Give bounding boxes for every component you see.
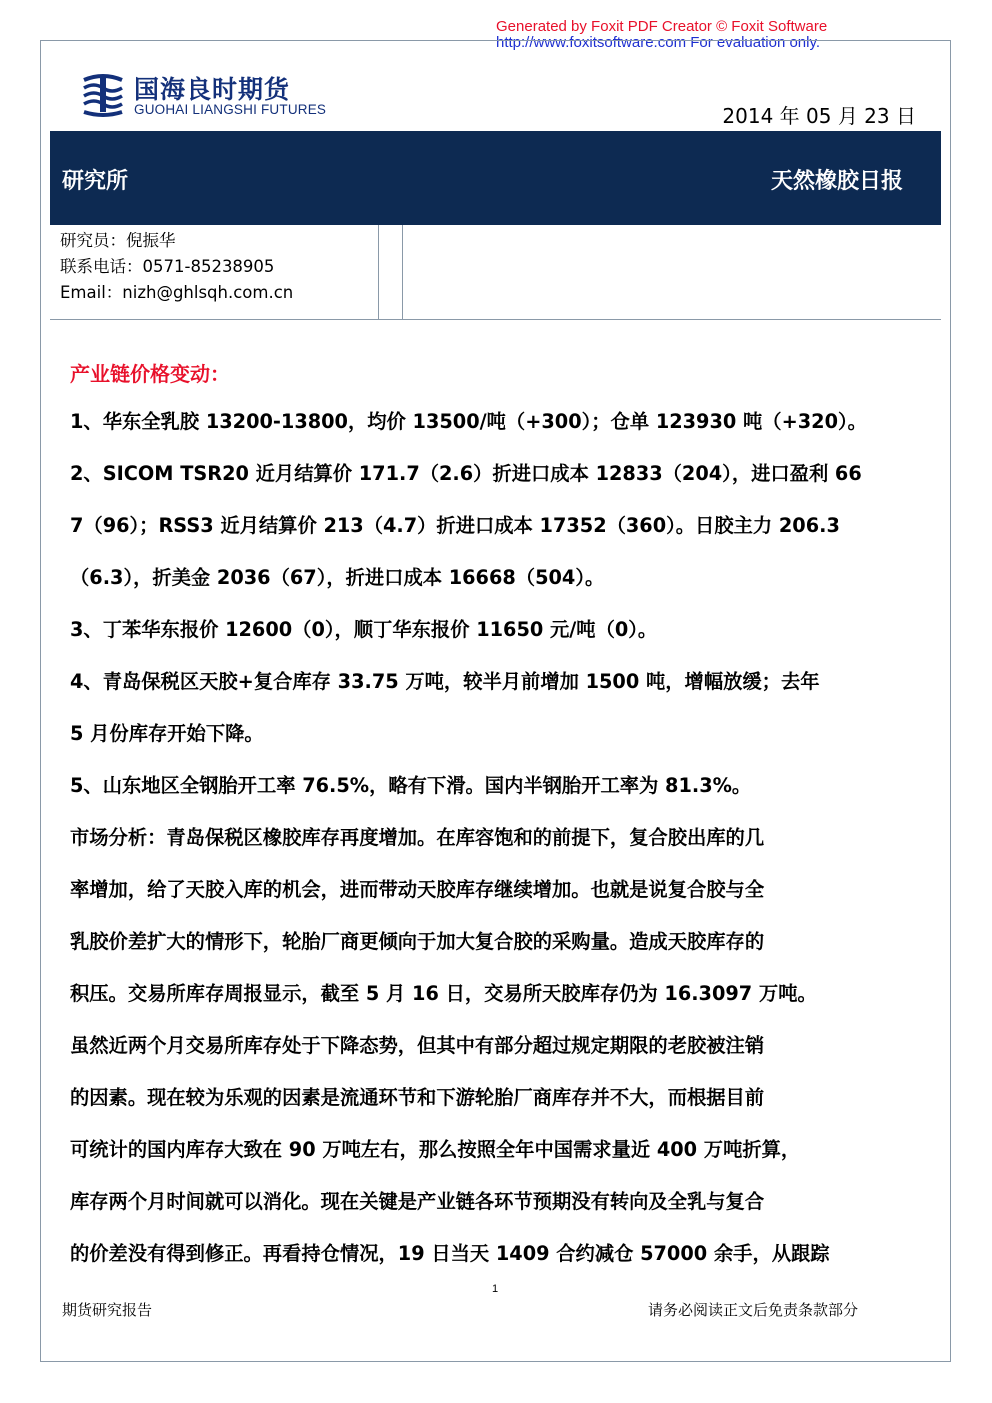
divider-line (402, 225, 403, 319)
footer-right-text: 请务必阅读正文后免责条款部分 (648, 1301, 859, 1319)
body-line: 2、SICOM TSR20 近月结算价 171.7（2.6）折进口成本 12833（204），进口盈利 66 (70, 462, 862, 485)
body-line: 5 月份库存开始下降。 (70, 722, 264, 745)
title-bar (50, 131, 941, 225)
body-line: 1、华东全乳胶 13200-13800，均价 13500/吨（+300）；仓单 123930 吨（+320）。 (70, 410, 867, 433)
divider-line (378, 225, 379, 319)
body-line: 3、丁苯华东报价 12600（0），顺丁华东报价 11650 元/吨（0）。 (70, 618, 658, 641)
analyst-phone: 联系电话：0571-85238905 (60, 257, 275, 276)
analyst-info-box (50, 225, 941, 320)
footer-left-text: 期货研究报告 (62, 1301, 153, 1319)
report-date: 2014 年 05 月 23 日 (722, 104, 916, 128)
body-line: 率增加，给了天胶入库的机会，进而带动天胶库存继续增加。也就是说复合胶与全 (70, 878, 765, 901)
body-line: 7（96）；RSS3 近月结算价 213（4.7）折进口成本 17352（360）。日胶主力 206.3 (70, 514, 840, 537)
watermark-line-2: http://www.foxitsoftware.com For evaluation only. (496, 34, 821, 51)
body-line: 5、山东地区全钢胎开工率 76.5%，略有下滑。国内半钢胎开工率为 81.3%。 (70, 774, 752, 797)
company-logo (80, 68, 380, 124)
report-title: 天然橡胶日报 (770, 169, 903, 194)
department-label: 研究所 (62, 169, 129, 194)
analyst-contact (60, 228, 293, 306)
page-number: 1 (492, 1283, 499, 1295)
body-line: （6.3），折美金 2036（67），折进口成本 16668（504）。 (70, 566, 605, 589)
body-line: 的因素。现在较为乐观的因素是流通环节和下游轮胎厂商库存并不大，而根据目前 (70, 1086, 765, 1109)
body-line: 乳胶价差扩大的情形下，轮胎厂商更倾向于加大复合胶的采购量。造成天胶库存的 (70, 930, 765, 953)
body-line: 虽然近两个月交易所库存处于下降态势，但其中有部分超过规定期限的老胶被注销 (70, 1034, 765, 1057)
body-line: 库存两个月时间就可以消化。现在关键是产业链各环节预期没有转向及全乳与复合 (70, 1190, 765, 1213)
analyst-name: 研究员：倪振华 (60, 231, 176, 250)
logo-chinese-name: 国海良时期货 (134, 75, 291, 104)
report-body (70, 396, 922, 1280)
body-line: 的价差没有得到修正。再看持仓情况，19 日当天 1409 合约减仓 57000 余手，从跟踪 (70, 1242, 830, 1265)
logo-english-name: GUOHAI LIANGSHI FUTURES (134, 102, 327, 117)
section-heading: 产业链价格变动： (70, 362, 230, 386)
watermark-line-1: Generated by Foxit PDF Creator © Foxit Software (496, 18, 828, 35)
body-line: 市场分析：青岛保税区橡胶库存再度增加。在库容饱和的前提下，复合胶出库的几 (70, 826, 765, 849)
logo-mark-icon (80, 70, 126, 118)
analyst-email: Email：nizh@ghlsqh.com.cn (60, 283, 294, 302)
body-line: 可统计的国内库存大致在 90 万吨左右，那么按照全年中国需求量近 400 万吨折算， (70, 1138, 801, 1161)
body-line: 4、青岛保税区天胶+复合库存 33.75 万吨，较半月前增加 1500 吨，增幅放缓；去年 (70, 670, 820, 693)
body-line: 积压。交易所库存周报显示，截至 5 月 16 日，交易所天胶库存仍为 16.3097 万吨。 (70, 982, 817, 1005)
